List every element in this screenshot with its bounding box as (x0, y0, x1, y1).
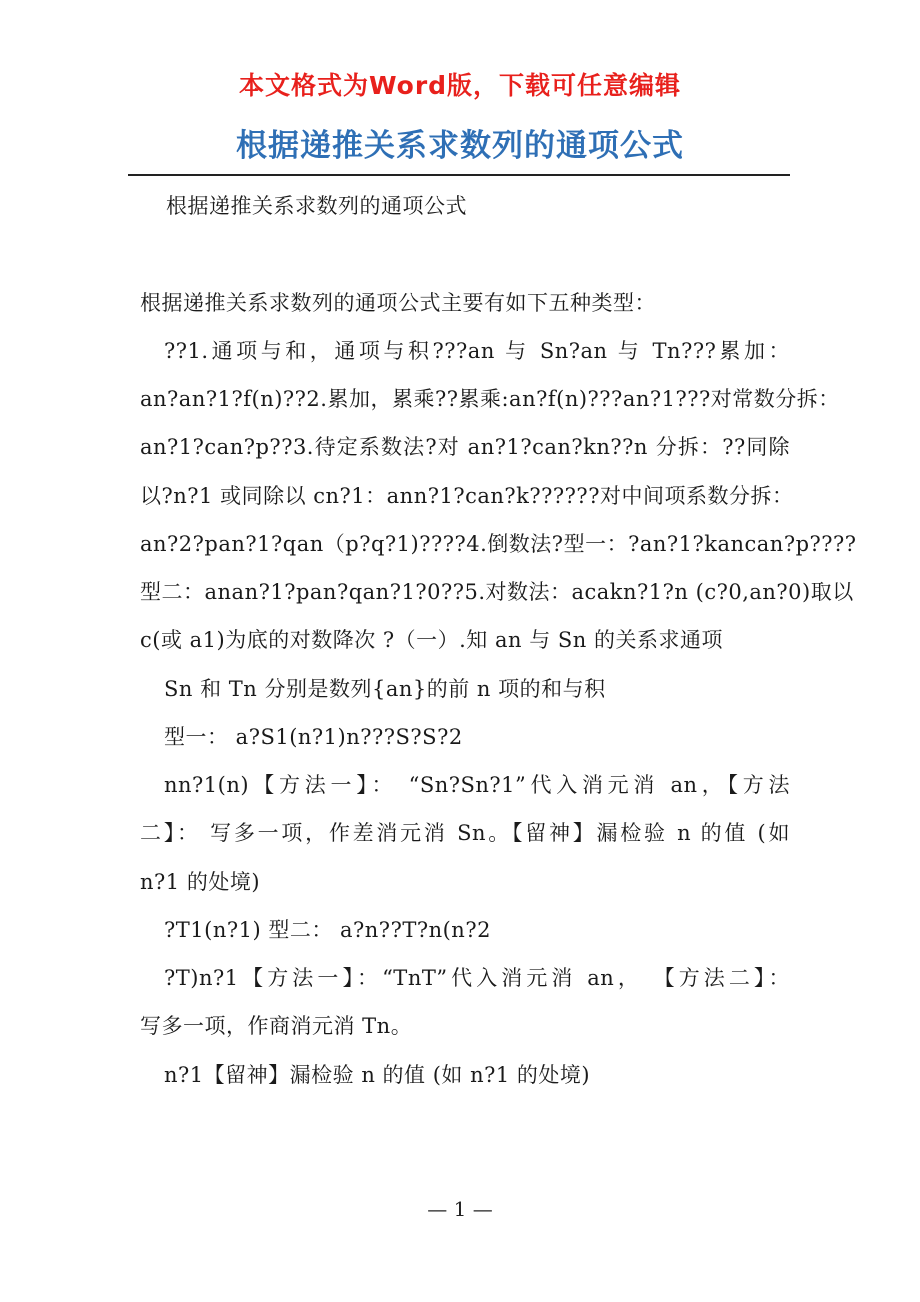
body-line: an?an?1?f(n)??2.累加，累乘??累乘:an?f(n)???an?1???对常数分拆： (140, 387, 840, 411)
body-line: 写多一项，作商消元消 Tn。 (140, 1014, 413, 1038)
body-line: 以?n?1 或同除以 cn?1：ann?1?can?k??????对中间项系数分拆： (140, 484, 794, 508)
body-line: ?T)n?1【方法一】：“TnT”代入消元消 an， 【方法二】： (164, 966, 790, 990)
body-line: 二】： 写多一项，作差消元消 Sn。【留神】漏检验 n 的值 (如 (140, 821, 790, 845)
page-number: — 1 — (427, 1197, 493, 1221)
title-divider (128, 174, 790, 176)
body-line: Sn 和 Tn 分别是数列{an}的前 n 项的和与积 (164, 677, 606, 701)
body-line: 型一： a?S1(n?1)n???S?S?2 (164, 725, 463, 749)
subtitle-line: 根据递推关系求数列的通项公式 (166, 194, 467, 218)
format-notice: 本文格式为Word版，下载可任意编辑 (238, 71, 682, 100)
body-line: 型二：anan?1?pan?qan?1?0??5.对数法：acakn?1?n (c?0,an?0)取以 (140, 580, 854, 604)
body-line: nn?1(n)【方法一】： “Sn?Sn?1”代入消元消 an，【方法 (164, 773, 790, 797)
document-title: 根据递推关系求数列的通项公式 (236, 128, 684, 164)
body-line: n?1 的处境) (140, 870, 261, 894)
body-line: an?2?pan?1?qan（p?q?1)????4.倒数法?型一：?an?1?kancan?p???? (140, 532, 857, 556)
body-line: ?T1(n?1) 型二： a?n??T?n(n?2 (164, 918, 491, 942)
body-line: n?1【留神】漏检验 n 的值 (如 n?1 的处境) (164, 1063, 591, 1087)
body-line: ??1.通项与和，通项与积???an 与 Sn?an 与 Tn???累加： (164, 339, 790, 363)
body-line: 根据递推关系求数列的通项公式主要有如下五种类型： (140, 291, 656, 315)
body-line: c(或 a1)为底的对数降次 ?（一）.知 an 与 Sn 的关系求通项 (140, 628, 723, 652)
body-line: an?1?can?p??3.待定系数法?对 an?1?can?kn??n 分拆：??同除 (140, 435, 790, 459)
